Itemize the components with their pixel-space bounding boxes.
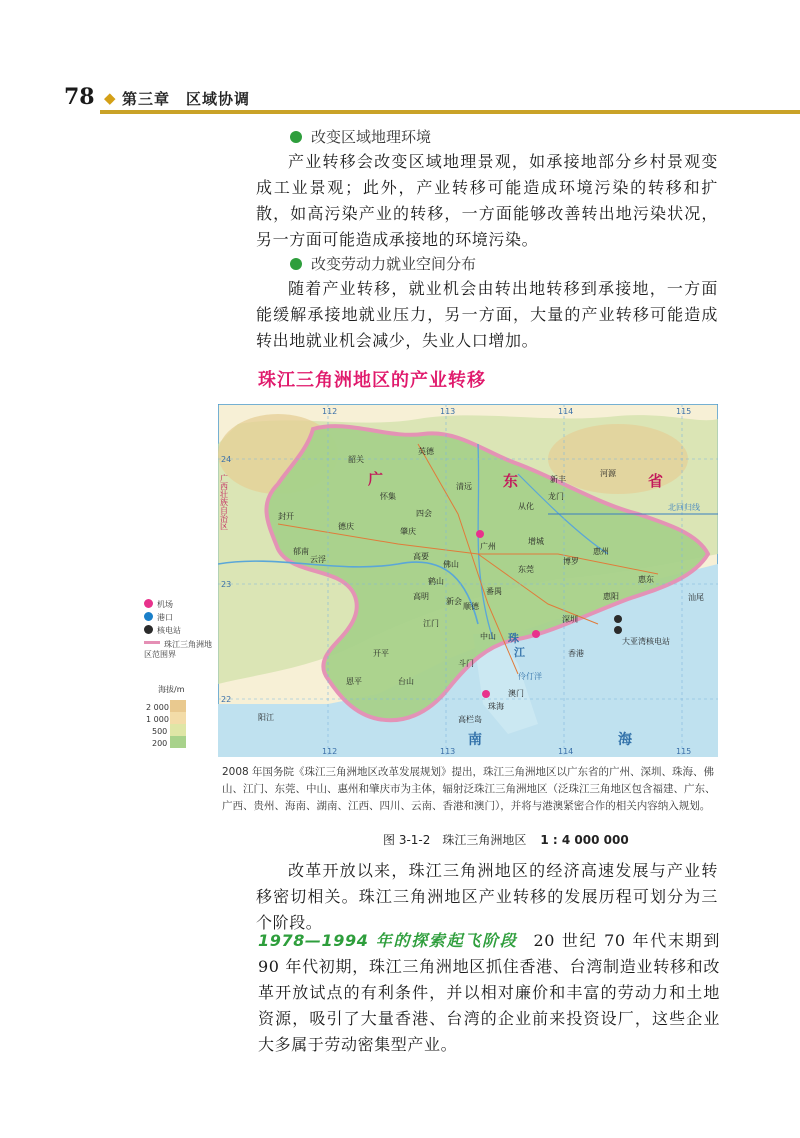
city-label: 恩平 [346,677,362,686]
city-label: 怀集 [380,492,396,501]
city-label: 从化 [518,502,534,511]
paragraph-environment: 产业转移会改变区域地理景观，如承接地部分乡村景观变成工业景观；此外，产业转移可能造成环境污染的转移和扩散，如高污染产业的转移，一方面能够改善转出地污染状况，另一方面可能造成承接地的环境污染。 [256,152,718,249]
city-label: 封开 [278,512,294,521]
nuclear-icon [144,625,153,634]
lon-label: 114 [558,407,574,416]
map-label: 高栏岛 [458,715,482,724]
lon-label: 113 [440,407,456,416]
city-label: 鹤山 [428,577,444,586]
region-label: 广 [368,470,384,488]
elevation-value: 500 [152,727,168,736]
river-label: 江 [514,646,525,659]
chapter-title: 第三章 区域协调 [122,90,251,108]
legend-boundary: 珠江三角洲地区范围界 [144,640,212,659]
city-label: 韶关 [348,455,364,464]
paragraph-overview: 改革开放以来，珠江三角洲地区的经济高速发展与产业转移密切相关。珠江三角洲地区产业转移的发展历程可划分为三个阶段。 [256,861,718,932]
city-label: 肇庆 [400,527,416,536]
city-label: 顺德 [463,602,479,611]
city-label: 惠阳 [603,592,619,601]
region-label: 东 [503,472,519,490]
city-label: 惠州 [593,547,609,556]
city-label: 台山 [398,677,414,686]
city-label: 佛山 [443,560,459,569]
river-label: 珠 [508,632,519,645]
map-label: 伶仃洋 [518,672,542,681]
stage1-title: 1978—1994 年的探索起飞阶段 [258,931,518,950]
lon-label: 112 [322,407,338,416]
sea-label: 南 [468,732,482,748]
page-header [0,84,800,114]
lat-label: 24 [221,455,232,464]
green-bullet-icon [290,131,302,143]
map-label: 大亚湾核电站 [622,637,670,646]
map-label: 北回归线 [668,503,700,512]
paragraph-employment: 随着产业转移，就业机会由转出地转移到承接地，一方面能缓解承接地就业压力，另一方面，大量的产业转移可能造成转出地就业机会减少，失业人口增加。 [256,279,718,350]
city-label: 澳门 [508,689,524,698]
city-label: 增城 [528,537,544,546]
region-label: 省 [648,472,664,490]
lon-label: 115 [676,407,692,416]
lat-label: 22 [221,695,232,704]
airport-icon [144,599,153,608]
city-label: 深圳 [562,615,578,624]
header-rule [100,110,800,114]
city-label: 番禺 [486,587,502,596]
elevation-value: 1 000 [146,715,169,724]
section-heading-employment: 改变劳动力就业空间分布 [290,253,476,274]
city-label: 广州 [480,542,496,551]
legend-port: 港口 [144,612,173,623]
section-heading-environment: 改变区域地理环境 [290,126,431,147]
green-bullet-icon [290,258,302,270]
city-label: 阳江 [258,713,274,722]
city-label: 高明 [413,592,429,601]
legend-nuclear: 核电站 [144,625,181,636]
stage1-paragraph [258,928,720,1058]
city-label: 高要 [413,552,429,561]
elevation-value: 2 000 [146,703,169,712]
legend-airport: 机场 [144,599,173,610]
city-label: 珠海 [488,702,504,711]
city-label: 德庆 [338,522,354,531]
map-title: 珠江三角洲地区的产业转移 [258,370,486,391]
city-label: 英德 [418,447,434,456]
lat-label: 23 [221,580,232,589]
city-label: 斗门 [458,659,474,668]
city-label: 河源 [600,469,616,478]
city-label: 中山 [480,632,496,641]
elevation-title: 海拔/m [158,685,185,694]
city-label: 惠东 [638,575,654,584]
city-label: 香港 [568,649,584,658]
elevation-value: 200 [152,739,168,748]
city-label: 博罗 [563,557,579,566]
city-label: 汕尾 [688,593,704,602]
city-label: 新会 [446,597,462,606]
city-label: 清远 [456,482,472,491]
lon-label: 113 [440,747,456,756]
diamond-icon: ◆ [104,89,116,107]
city-label: 新丰 [550,475,566,484]
lon-label: 115 [676,747,692,756]
figure-label: 图 3-1-2 珠江三角洲地区 1 : 4 000 000 [383,833,629,847]
city-label: 东莞 [518,565,534,574]
city-label: 龙门 [548,492,564,501]
city-label: 四会 [416,509,432,518]
sea-label: 海 [618,732,632,748]
boundary-line-icon [144,641,160,644]
port-icon [144,612,153,621]
lon-label: 114 [558,747,574,756]
city-label: 郁南 [293,547,309,556]
guangxi-label: 广西壮族自治区 [219,474,229,530]
page-number: 78 [64,84,95,110]
map-caption: 2008 年国务院《珠江三角洲地区改革发展规划》提出，珠江三角洲地区以广东省的广州、深圳、珠海、佛山、江门、东莞、中山、惠州和肇庆市为主体，辐射泛珠江三角洲地区（泛珠江三角地区包含福建、广东、广西、贵州、海南、湖南、江西、四川、云南、香港和澳门），并将与港澳紧密合作的相关内容纳入规划。 [222,766,716,812]
city-label: 开平 [373,649,389,658]
pearl-river-delta-map [218,404,718,757]
city-label: 云浮 [310,555,326,564]
stage1-text: 20 世纪 70 年代末期到 90 年代初期，珠江三角洲地区抓住香港、台湾制造业转移和改革开放试点的有利条件，并以相对廉价和丰富的劳动力和土地资源，吸引了大量香港、台湾的企业前来投资设厂，这些企业大多属于劳动密集型产业。 [258,931,720,1054]
city-label: 江门 [423,619,439,628]
lon-label: 112 [322,747,338,756]
